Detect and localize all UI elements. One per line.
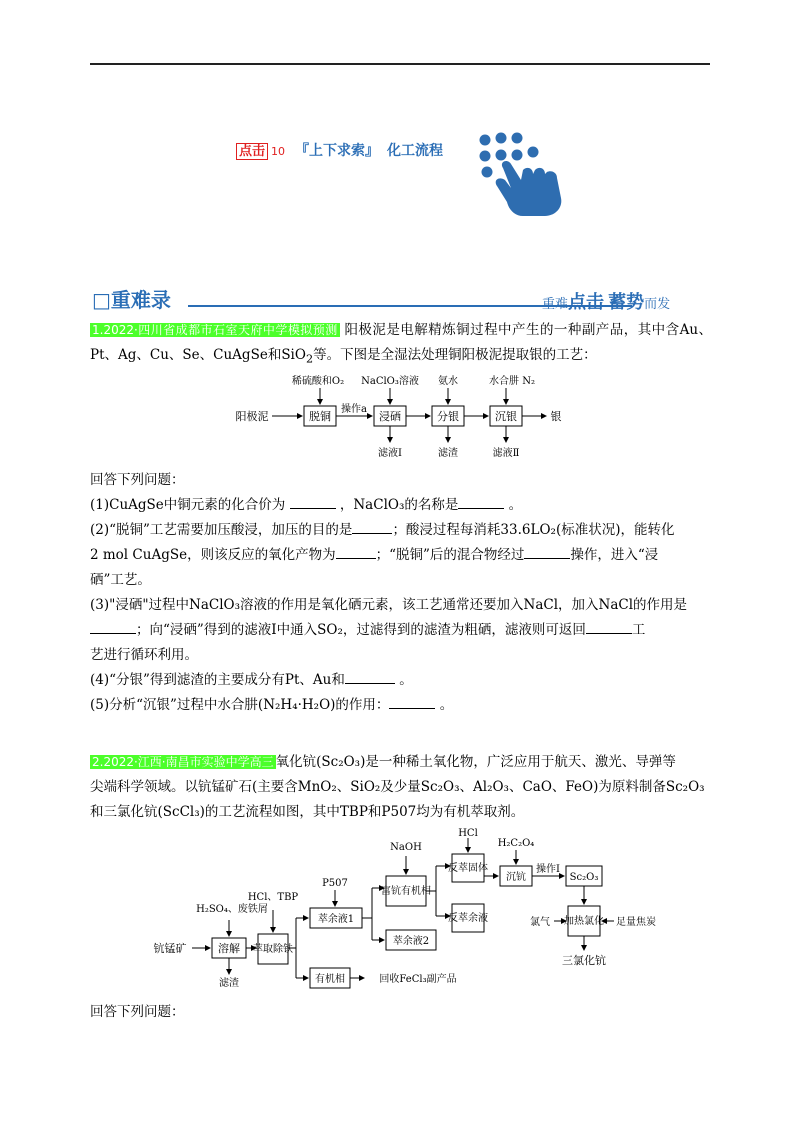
q2-line-1 xyxy=(90,750,712,775)
q1-box-label-2: 分银 xyxy=(437,410,459,423)
q1-part3-c: 工 xyxy=(631,622,646,638)
q2-line-3: 和三氯化钪(ScCl₃)的工艺流程如图，其中TBP和P507均为有机萃取剂。 xyxy=(90,804,525,820)
top-rule xyxy=(90,63,710,65)
section-right-small2: 而发 xyxy=(644,297,671,312)
q1-part3-a: (3)"浸硒"过程中NaClO₃溶液的作用是氧化硒元素，该工艺通常还要加入NaCl，加入NaCl的作用是 xyxy=(90,597,688,613)
q1-part3-b: ；向“浸硒”得到的滤液I中通入SO₂，过滤得到的滤渣为粗硒，滤液则可返回 xyxy=(136,622,586,638)
q1-reagent-1: NaClO₃溶液 xyxy=(361,376,419,387)
q1-start-label: 阳极泥 xyxy=(235,410,269,423)
q1-reagent-2: 氨水 xyxy=(438,376,458,387)
q2-chlorinate-label: 加热氯化 xyxy=(564,916,604,927)
q2-raffinate1-label: 萃余液1 xyxy=(317,914,355,925)
banner-title xyxy=(236,140,443,160)
section-header xyxy=(92,284,704,314)
q1-part4-a: (4)“分银”得到滤渣的主要成分有Pt、Au和 xyxy=(90,672,345,688)
q1-box-label-3: 沉银 xyxy=(495,410,517,423)
hand-pointer-icon xyxy=(475,128,570,218)
q1-prompt: 回答下列问题： xyxy=(90,472,185,488)
q1-blank-4[interactable] xyxy=(336,543,376,559)
section-left-label: □重难录 xyxy=(92,288,171,312)
section-right-label xyxy=(542,288,670,314)
q1-intro xyxy=(90,318,712,372)
q2-recover-label: 回收FeCl₃副产品 xyxy=(379,974,457,985)
q1-part2-e: 操作，进入“浸 xyxy=(570,547,659,563)
q1-part4 xyxy=(90,668,712,693)
q1-output-2: 滤液Ⅱ xyxy=(492,448,520,459)
q1-part2-a: (2)“脱铜”工艺需要加压酸浸，加压的目的是 xyxy=(90,522,353,538)
q2-organic-label: 有机相 xyxy=(315,974,345,985)
q2-p507-label: P507 xyxy=(322,878,348,889)
q1-end-label: 银 xyxy=(550,410,562,423)
banner-topic: 化工流程 xyxy=(387,143,444,159)
q2-naoh-label: NaOH xyxy=(390,842,422,853)
q1-intro-text-b: 等。下图是全湿法处理铜阳极泥提取银的工艺： xyxy=(313,347,597,363)
q1-reagent-3: 水合肼 N₂ xyxy=(489,376,535,387)
q1-part3-d: 艺进行循环利用。 xyxy=(90,647,198,663)
q1-part4-b: 。 xyxy=(399,672,413,688)
q2-sccl3-label: 三氯化钪 xyxy=(562,954,606,967)
banner-bracket: 『上下求索』 xyxy=(295,143,380,159)
q2-h2c2o4-label: H₂C₂O₄ xyxy=(497,838,535,849)
section-right-big2: 蓄势 xyxy=(608,292,645,313)
q1-part2 xyxy=(90,518,712,593)
q1-part5-a: (5)分析“沉银”过程中水合肼(N₂H₄·H₂O)的作用： xyxy=(90,697,390,713)
q2-coke-label: 足量焦炭 xyxy=(616,917,656,928)
q1-blank-6[interactable] xyxy=(90,618,136,634)
q1-blank-1[interactable] xyxy=(290,493,336,509)
section-right-big1: 点击 xyxy=(568,292,605,313)
q2-raffinate2-label: 萃余液2 xyxy=(392,936,430,947)
q1-output-1: 滤渣 xyxy=(438,448,458,459)
q2-residue-label: 滤渣 xyxy=(219,978,239,989)
q1-blank-8[interactable] xyxy=(345,668,395,684)
section-right-small1: 重难 xyxy=(542,297,569,312)
q1-part1-b: ，NaClO₃的名称是 xyxy=(339,497,459,513)
q2-dissolve-reagent: H₂SO₄、废铁屑 xyxy=(196,904,268,915)
q2-line-2: 尖端科学领域。以钪锰矿石(主要含MnO₂、SiO₂及少量Sc₂O₃、Al₂O₃、CaO、FeO)为原料制备Sc₂O₃ xyxy=(90,779,705,795)
q1-blank-9[interactable] xyxy=(389,693,435,709)
q1-intro-sub: 2 xyxy=(305,352,314,366)
q1-part5-b: 。 xyxy=(439,697,454,713)
banner-tag-number: 10 xyxy=(271,145,286,158)
q1-blank-5[interactable] xyxy=(524,543,570,559)
banner-tag: 点击 xyxy=(236,143,268,160)
q1-part1-c: 。 xyxy=(508,497,523,513)
q2-op1-label: 操作Ⅰ xyxy=(536,864,560,875)
q2-cl2-label: 氯气 xyxy=(530,917,550,928)
q1-part5 xyxy=(90,693,712,718)
q1-box-label-0: 脱铜 xyxy=(309,410,331,423)
q2-back-liquid-label: 反萃余液 xyxy=(448,913,488,924)
q2-precip-label: 沉钪 xyxy=(506,872,526,883)
q1-output-0: 滤液Ⅰ xyxy=(378,448,402,459)
q2-dissolve-label: 溶解 xyxy=(218,942,240,955)
q1-part2-c: 2 mol CuAgSe，则该反应的氧化产物为 xyxy=(90,547,336,563)
q2-prompt: 回答下列问题： xyxy=(90,1004,185,1020)
q1-part2-f: 硒”工艺。 xyxy=(90,572,151,588)
q2-extract-reagent: HCl、TBP xyxy=(247,892,299,903)
q1-op-label: 操作a xyxy=(341,404,367,415)
q1-flow-diagram xyxy=(230,374,570,464)
q1-reagent-0: 稀硫酸和O₂ xyxy=(291,376,345,387)
q1-part1-a: (1)CuAgSe中铜元素的化合价为 xyxy=(90,497,286,513)
q1-box-label-1: 浸硒 xyxy=(379,410,401,423)
q2-source-tag: 2.2022·江西·南昌市实验中学高三 xyxy=(92,755,274,769)
q1-intro-text-a: 阳极泥是电解精炼铜过程中产生的一种副产品，其中含Au、Pt、Ag、Cu、Se、CuAgSe和SiO xyxy=(90,322,712,363)
q1-part1 xyxy=(90,493,712,518)
q2-ore-label: 钪锰矿 xyxy=(153,942,187,955)
q2-product-label: Sc₂O₃ xyxy=(569,872,599,883)
q2-flow-diagram xyxy=(150,828,670,998)
q1-part2-d: ；“脱铜”后的混合物经过 xyxy=(375,547,525,563)
q2-back-solid-label: 反萃固体 xyxy=(448,863,488,874)
q1-source-tag: 1.2022·四川省成都市石室天府中学模拟预测 xyxy=(92,323,338,337)
q2-sc-organic-label: 富钪有机相 xyxy=(381,886,431,897)
q2-intro xyxy=(90,750,712,825)
q1-questions xyxy=(90,468,712,718)
q2-extract-label: 萃取除铁 xyxy=(253,944,293,955)
q1-blank-2[interactable] xyxy=(458,493,504,509)
q2-hcl-label: HCl xyxy=(458,828,478,839)
q1-blank-3[interactable] xyxy=(352,518,392,534)
q1-part3 xyxy=(90,593,712,668)
q1-blank-7[interactable] xyxy=(586,618,632,634)
q2-line-1-text: 氧化钪(Sc₂O₃)是一种稀土氧化物，广泛应用于航天、激光、导弹等 xyxy=(275,754,676,770)
q1-part2-b: ；酸浸过程每消耗33.6LO₂(标准状况)，能转化 xyxy=(392,522,675,538)
